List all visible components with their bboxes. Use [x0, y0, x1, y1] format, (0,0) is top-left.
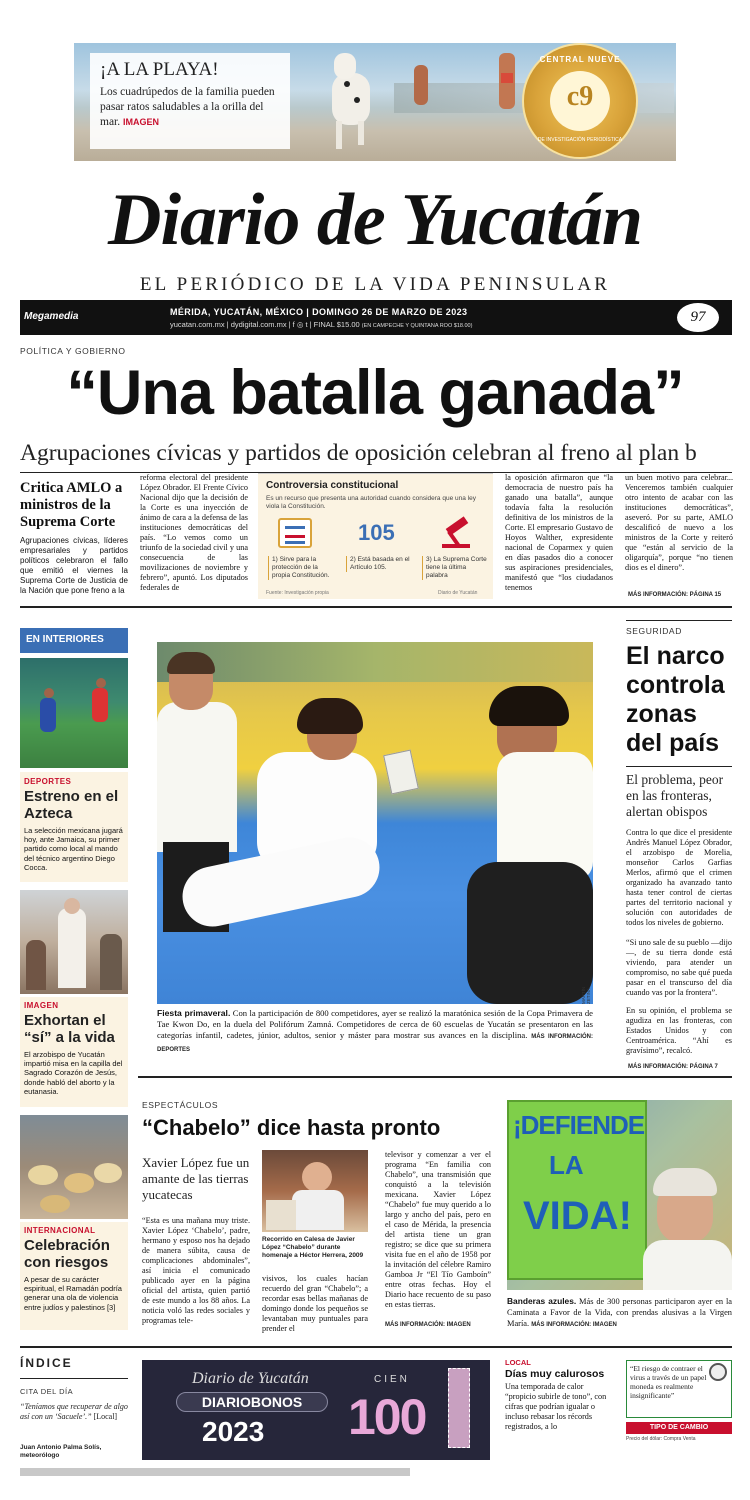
caption-more[interactable]: MÁS INFORMACIÓN: DEPORTES — [157, 1034, 594, 1053]
security-headline[interactable]: El narco controla zonas del país — [626, 642, 725, 757]
tipo-cambio-sub: Precio del dólar: Compra Venta — [626, 1436, 696, 1442]
shows-headline[interactable]: “Chabelo” dice hasta pronto — [142, 1115, 441, 1140]
dateline: MÉRIDA, YUCATÁN, MÉXICO | DOMINGO 26 DE MARZO DE 2023 — [170, 307, 468, 317]
web-links[interactable]: yucatan.com.mx | dydigital.com.mx | f ◎ t | FINAL $15.00 — [170, 320, 360, 329]
promo-text: Los cuadrúpedos de la familia pueden pasar ratos saludables a la orilla del mar. — [100, 86, 275, 128]
defiende-photo[interactable] — [507, 1100, 732, 1290]
beach-people-image — [414, 65, 428, 105]
banner-hundred: 100 — [348, 1389, 426, 1445]
date-bar — [20, 300, 732, 335]
cita-quote-text: “Teníamos que recuperar de algo así con un ‘Sacuele’.” — [20, 1402, 128, 1421]
caption-bold: Fiesta primaveral. — [157, 1008, 231, 1018]
seal-bottom-text: DE INVESTIGACIÓN PERIODÍSTICA — [537, 137, 623, 143]
seal-top-text: CENTRAL NUEVE — [539, 55, 621, 64]
cita-local-tag: [Local] — [93, 1412, 118, 1421]
masthead-title[interactable]: Diario de Yucatán — [108, 179, 642, 261]
sign-line2: LA — [549, 1150, 584, 1180]
lead-col2: reforma electoral del presidente López Obrador. El Frente Cívico Nacional dijo que la decisión de la Corte es una inyección de ánimo de cara a la defensa de las instituciones democráticas del país. “Lo vemos como un triunfo de la sociedad civil y una consecuencia de las movilizaciones de noviembre y febrero”, apuntó. Los diputados federales de — [140, 473, 248, 592]
constitution-icon — [278, 518, 312, 548]
virus-quote-box — [626, 1360, 732, 1418]
index-title[interactable]: ÍNDICE — [20, 1356, 73, 1370]
sidebar-text-ramadan: A pesar de su carácter espiritual, el Ramadán podría generar una ola de violencia entre judíos y palestinos [3] — [24, 1275, 122, 1312]
chabelo-photo[interactable] — [262, 1150, 368, 1232]
shows-more[interactable]: MÁS INFORMACIÓN: IMAGEN — [385, 1322, 471, 1328]
banner-ticket — [448, 1368, 470, 1448]
masthead-tagline: EL PERIÓDICO DE LA VIDA PENINSULAR — [139, 274, 611, 295]
cita-quote — [20, 1402, 128, 1422]
security-more[interactable]: MÁS INFORMACIÓN: PÁGINA 7 — [628, 1064, 718, 1070]
shows-col2: visivos, los cuales hacían recuerdo del gran “Chabelo”; a recordar esas bellas mañanas de domingo donde los pequeños se levantaban muy puntuales para prender el — [262, 1274, 368, 1333]
promo-textbox — [90, 53, 290, 149]
footer-gray-strip — [20, 1468, 410, 1476]
caption-text: Con la participación de 800 competidores, ayer se realizó la maratónica sesión de la Copa Primavera de Tae Kwon Do, en la duela del Polifórum Zamná. Competidores de cerca de 60 escuelas de Yucatán se presentaron en las categorías infantil, cadetes, júnior, adultos, senior y máster para mostrar sus avances en la disciplina. — [157, 1008, 593, 1040]
chabelo-photo-caption: Recorrido en Calesa de Javier López “Chabelo” durante homenaje a Héctor Herrera, 2009 — [262, 1236, 364, 1259]
local-headline[interactable]: Días muy calurosos — [505, 1368, 605, 1380]
sidebar-text-azteca: La selección mexicana jugará hoy, ante Jamaica, su primer partido como local al mando del técnico argentino Diego Cocca. — [24, 826, 123, 872]
central-nueve-seal[interactable] — [522, 43, 638, 159]
infobox-number: 105 — [358, 520, 395, 545]
virus-quote: “El riesgo de contraer el virus a través de un papel moneda es realmente insignificante” — [630, 1364, 707, 1400]
security-body3: En su opinión, el problema se agudiza en las fronteras, con Estados Unidos y con Centroamérica. “Ahí es gravísimo”, recalcó. — [626, 1006, 732, 1055]
banner-name: DIARIOBONOS — [176, 1392, 328, 1412]
security-section: SEGURIDAD — [626, 626, 682, 636]
security-body2: “Si uno sale de su pueblo —dijo—, de su tierra donde está viviendo, para atender un compromiso, no sabe qué pueda pasar en el transcurso del día cuando vas por la frontera”. — [626, 938, 732, 997]
sign-line1: ¡DEFIENDE — [513, 1110, 645, 1140]
promo-banner[interactable] — [74, 43, 676, 161]
sidebar-text-vida: El arzobispo de Yucatán impartió misa en la capilla del Sagrado Corazón de Jesús, donde habló del aborto y la eutanasia. — [24, 1050, 123, 1096]
local-label: LOCAL — [505, 1358, 531, 1367]
sign-line3: VIDA! — [523, 1194, 632, 1238]
megamedia-logo[interactable]: Megamedia — [24, 311, 79, 322]
cita-label: CITA DEL DÍA — [20, 1387, 74, 1396]
shows-col1: “Esta es una mañana muy triste. Xavier López ‘Chabelo’, padre, hermano y esposo nos ha dejado de manera súbita, causa de complicaciones abdominales”, así inicia el comunicado publicado ayer en la página oficial del artista, quien partió de este mundo a los 88 años. La noticia voló las redes sociales y programas tele- — [142, 1216, 250, 1325]
infobox-item1: 1) Sirve para la protección de la propia Constitución. — [268, 556, 334, 580]
en-interiores-label: EN INTERIORES — [20, 628, 128, 653]
banner-year: 2023 — [202, 1416, 265, 1447]
promo-headline: ¡A LA PLAYA! — [100, 59, 219, 80]
banner-title: Diario de Yucatán — [192, 1370, 309, 1387]
defiende-caption-bold: Banderas azules. — [507, 1296, 577, 1306]
defiende-more[interactable]: MÁS INFORMACIÓN: IMAGEN — [531, 1322, 617, 1328]
lead-more-link[interactable]: MÁS INFORMACIÓN: PÁGINA 15 — [628, 592, 722, 598]
diariobonos-banner[interactable] — [142, 1360, 490, 1460]
infobox-credit: Diario de Yucatán — [438, 590, 478, 596]
sidebar-kicker-internacional: INTERNACIONAL — [24, 1226, 96, 1235]
soccer-photo[interactable] — [20, 658, 128, 768]
infobox-item3: 3) La Suprema Corte tiene la última palabra — [422, 556, 488, 580]
lead-col4: un buen motivo para celebrar... Venceremos también cualquier otro intento de acabar con las instituciones democráticas”, aseveró. Por su parte, AMLO descalificó de nuevo a los ministros de la Corte y reiteró que “están al servicio de la oligarquía”, porque “no tienen dios es el dinero”. — [625, 473, 733, 572]
infobox-intro: Es un recurso que presenta una autoridad cuando considera que una ley viola la Constitución. — [266, 495, 476, 510]
edition-number: 97 — [677, 303, 719, 332]
defiende-caption — [507, 1296, 732, 1331]
promo-tag: IMAGEN — [123, 117, 159, 127]
defiende-caption-text: Más de 300 personas participaron ayer en la Caminata a Favor de la Vida, con prendas alusivas a la Virgen María. — [507, 1297, 733, 1328]
banner-cien: CIEN — [374, 1374, 410, 1385]
main-photo-caption — [157, 1008, 593, 1056]
virus-icon — [709, 1363, 727, 1381]
ramadan-photo[interactable] — [20, 1115, 128, 1219]
cita-author: Juan Antonio Palma Solís, meteorólogo — [20, 1444, 102, 1459]
shows-subhead: Xavier López fue un amante de las tierras yucatecas — [142, 1155, 250, 1202]
shows-section: ESPECTÁCULOS — [142, 1100, 219, 1110]
taekwondo-photo[interactable] — [157, 642, 593, 1004]
sidebar-head-azteca[interactable]: Estreno en el Azteca — [24, 788, 119, 822]
lead-deck: Agrupaciones cívicas y partidos de oposición celebran al freno al plan b — [20, 440, 697, 466]
gavel-icon — [436, 516, 476, 550]
lead-col1: Agrupaciones cívicas, líderes empresariales y partidos políticos celebraron el fallo que emitió el viernes la Suprema Corte de Justicia de la Nación que pone freno a la — [20, 536, 128, 595]
security-deck: El problema, peor en las fronteras, alertan obispos — [626, 772, 724, 819]
photo-credit: MARTÍN ZETINA — [581, 986, 591, 1004]
sidebar-head-ramadan[interactable]: Celebración con riesgos — [24, 1237, 110, 1271]
seal-number: c9 — [566, 81, 594, 112]
dog-image — [324, 51, 379, 151]
local-text: Una temporada de calor “propicio subirle de tono”, con cifras que podrían igualar o incluso rebasar los récords registrados, a lo — [505, 1382, 607, 1431]
price-note: (EN CAMPECHE Y QUINTANA ROO $18.00) — [361, 323, 473, 329]
infobox — [258, 473, 493, 599]
sidebar-kicker-imagen: IMAGEN — [24, 1001, 59, 1010]
lead-headline[interactable]: “Una batalla ganada” — [66, 358, 684, 428]
security-body1: Contra lo que dice el presidente Andrés Manuel López Obrador, el arzobispo de Morelia, monseñor Carlos Garfias Merlos, afirmó que el crimen organizado ha avanzado tanto hasta tener control de ciertas partes del territorio nacional y solución con autoridades de todos los niveles de gobierno. — [626, 828, 732, 927]
tipo-cambio[interactable]: TIPO DE CAMBIO — [626, 1422, 732, 1434]
lead-subhead[interactable]: Critica AMLO a ministros de la Suprema Corte — [20, 480, 123, 530]
shows-col3: televisor y comenzar a ver el programa “En familia con Chabelo”, una transmisión que conquistó a la televisión mexicana. Xavier López “Chabelo” fue muy querido a lo largo y ancho del país, pero en el caso de Mérida, la presencia del artista tiene un gran registro; se dice que su primera visita fue en el año de 1958 por la invitación del célebre Ramiro Gamboa Jr “El Tío Gamboín” entre otras fechas. Hoy el Diario hace recuento de su paso en estas tierras. — [385, 1150, 491, 1309]
infobox-title: Controversia constitucional — [266, 480, 399, 491]
infobox-item2: 2) Está basada en el Artículo 105. — [346, 556, 412, 572]
sidebar-kicker-deportes: DEPORTES — [24, 777, 72, 786]
lead-col3: la oposición afirmaron que “la democracia de nuestro país ha ganado una batalla”, aunque todavía falta la resolución definitiva de los ministros de la Corte. El empresario Gustavo de Hoyos Walther, expresidente nacional de Coparmex y quien en días pasados dio a conocer sus aspiraciones presidenciales, manifestó que “los ciudadanos tenemos — [505, 473, 613, 592]
infobox-source: Fuente: Investigación propia — [266, 590, 329, 596]
lead-section-label: POLÍTICA Y GOBIERNO — [20, 346, 126, 356]
mass-photo[interactable] — [20, 890, 128, 994]
sidebar-head-vida[interactable]: Exhortan el “sí” a la vida — [24, 1012, 115, 1046]
